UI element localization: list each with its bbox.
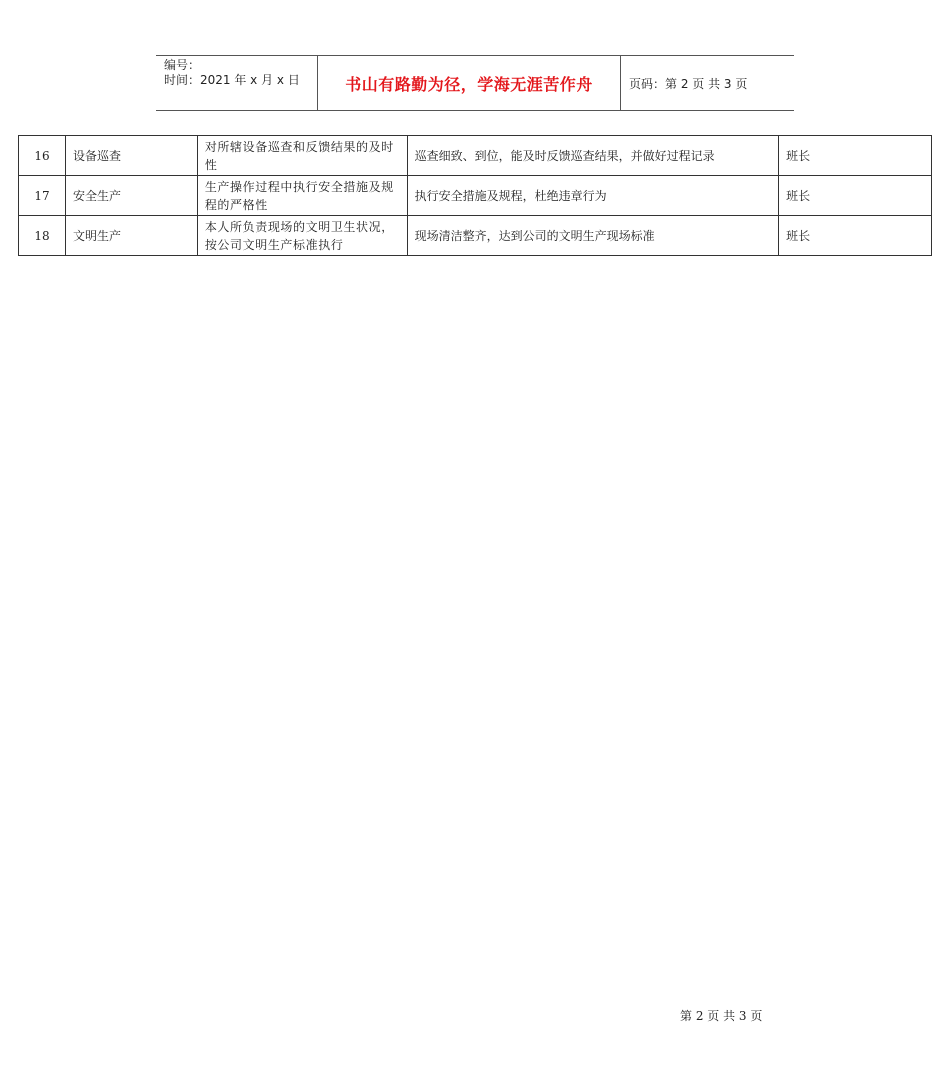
duty-owner-cell: 班长 — [779, 136, 932, 176]
table-row — [19, 176, 932, 216]
duty-standard-cell: 执行安全措施及规程，杜绝违章行为 — [407, 176, 779, 216]
row-number-cell: 18 — [19, 216, 66, 256]
duties-table-body — [19, 136, 932, 256]
duty-owner-cell: 班长 — [779, 216, 932, 256]
row-number-cell: 16 — [19, 136, 66, 176]
page-header — [156, 55, 794, 111]
table-row — [19, 216, 932, 256]
duty-item-cell: 安全生产 — [65, 176, 197, 216]
table-row — [19, 136, 932, 176]
document-date: 时间：2021 年 x 月 x 日 — [164, 73, 300, 87]
duty-standard-cell: 巡查细致、到位，能及时反馈巡查结果，并做好过程记录 — [407, 136, 779, 176]
duty-item-cell: 文明生产 — [65, 216, 197, 256]
header-meta — [156, 56, 318, 110]
duty-content-cell: 生产操作过程中执行安全措施及规程的严格性 — [197, 176, 407, 216]
row-number-cell: 17 — [19, 176, 66, 216]
document-number-label: 编号： — [164, 58, 201, 72]
duties-table — [18, 135, 932, 256]
duty-standard-cell: 现场清洁整齐，达到公司的文明生产现场标准 — [407, 216, 779, 256]
duty-item-cell: 设备巡查 — [65, 136, 197, 176]
header-page-number: 页码：第 2 页 共 3 页 — [629, 76, 748, 91]
duty-owner-cell: 班长 — [779, 176, 932, 216]
duty-content-cell: 本人所负责现场的文明卫生状况，按公司文明生产标准执行 — [197, 216, 407, 256]
duty-content-cell: 对所辖设备巡查和反馈结果的及时性 — [197, 136, 407, 176]
footer-page-number: 第 2 页 共 3 页 — [680, 1009, 763, 1023]
header-motto: 书山有路勤为径，学海无涯苦作舟 — [318, 56, 621, 110]
